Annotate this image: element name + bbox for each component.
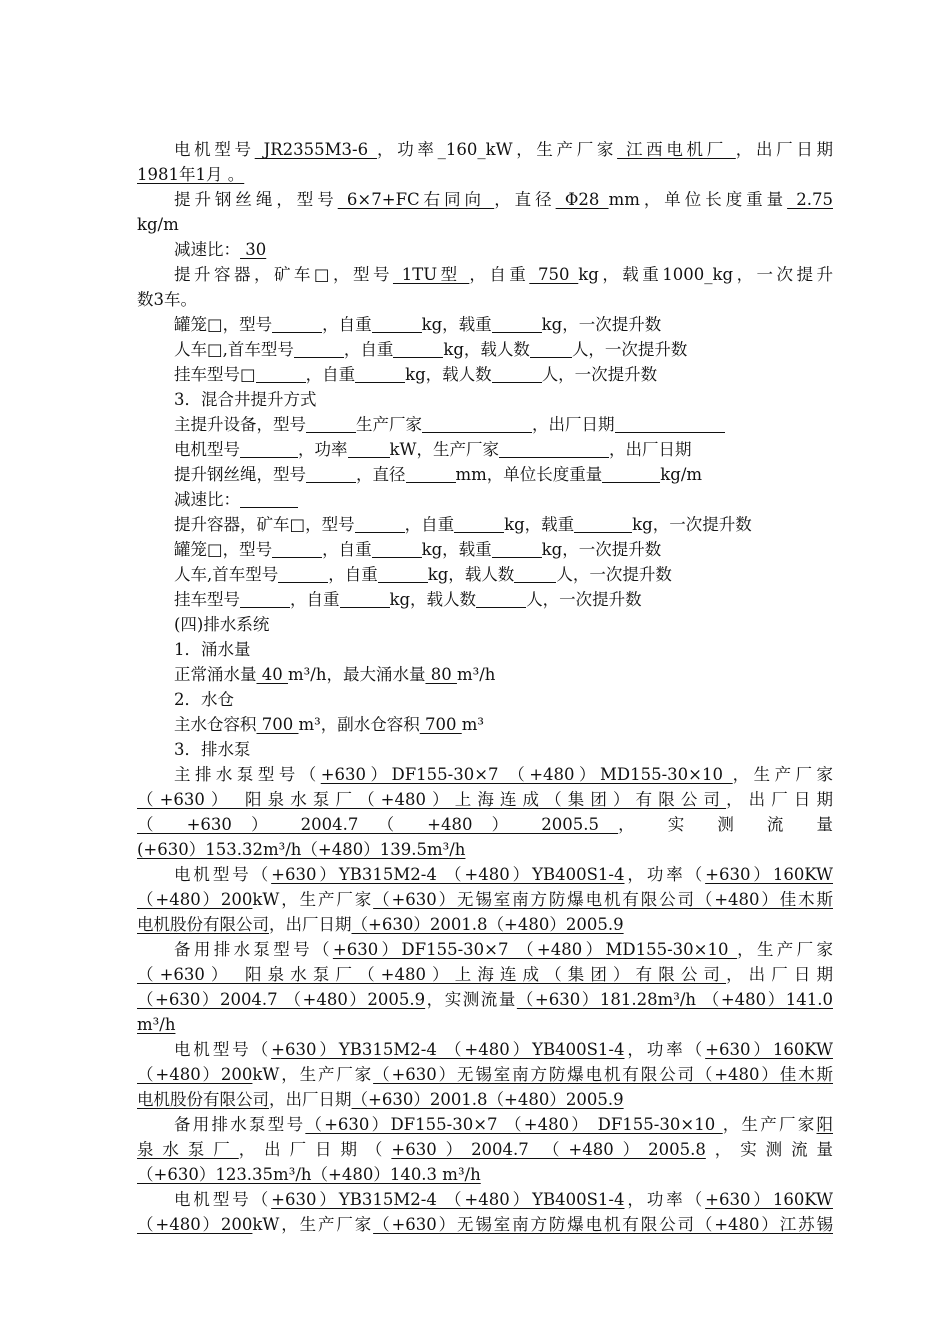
text-segment: 2．水仓: [174, 690, 234, 709]
text-segment: kW，生产厂家: [252, 1215, 374, 1234]
fill-in-blank: [602, 466, 660, 483]
underlined-value: （+630）123.35m³/h（+480）140.3 m³/h: [137, 1165, 481, 1184]
text-segment: 人车,首车型号: [174, 565, 279, 584]
fill-in-blank: [574, 516, 632, 533]
fill-in-blank: [454, 516, 504, 533]
text-segment: 电机型号（: [174, 865, 272, 884]
text-segment: ，自重: [343, 340, 394, 359]
text-segment: kg，载人数: [427, 565, 515, 584]
text-segment: 人，一次提升数: [556, 565, 672, 584]
text-segment: 电机型号（: [174, 1190, 272, 1209]
text-line: [137, 387, 833, 412]
fill-in-blank: [499, 441, 609, 458]
text-segment: ，功率（: [624, 865, 706, 884]
text-segment: kW，生产厂家: [252, 1065, 374, 1084]
text-segment: kg，载人数: [443, 340, 530, 359]
fill-in-blank: [306, 466, 356, 483]
text-segment: kg，载重: [421, 315, 492, 334]
text-line: [137, 1087, 833, 1112]
text-line: [137, 287, 833, 312]
text-line: [137, 437, 833, 462]
text-line: [137, 462, 833, 487]
text-line: [137, 837, 833, 862]
fill-in-blank: [422, 416, 532, 433]
text-segment: ，实测流量: [705, 1140, 833, 1159]
text-segment: 提升容器，矿车□，型号: [174, 265, 393, 284]
text-line: [137, 1187, 833, 1212]
text-segment: m³，副水仓容积: [298, 715, 420, 734]
underlined-value: 泉水泵厂: [137, 1140, 239, 1159]
underlined-value: m³/h: [137, 1015, 176, 1034]
underlined-value: （+480）200: [137, 890, 253, 909]
text-segment: 3．排水泵: [174, 740, 251, 759]
fill-in-blank: [615, 416, 725, 433]
text-segment: 罐笼□，型号: [174, 540, 273, 559]
fill-in-blank: [514, 566, 556, 583]
text-line: [137, 987, 833, 1012]
fill-in-blank: [393, 341, 443, 358]
text-segment: ，自重: [322, 540, 372, 559]
text-segment: 人车□,首车型号: [174, 340, 294, 359]
text-segment: mm，单位长度重量: [455, 465, 603, 484]
text-line: [137, 162, 833, 187]
text-segment: 挂车型号: [174, 590, 240, 609]
underlined-value: （+630）无锡室南方防爆电机有限公司（+480）江苏锡: [373, 1215, 833, 1234]
underlined-value: （+480）200: [137, 1215, 253, 1234]
underlined-value: 1TU型: [392, 265, 470, 284]
fill-in-blank: [278, 566, 328, 583]
text-segment: (四)排水系统: [174, 615, 270, 634]
underlined-value: 30: [240, 240, 267, 259]
underlined-value: +630）2004.7 （+480）2005.8: [391, 1140, 706, 1159]
text-segment: ，出厂日期: [532, 415, 615, 434]
text-line: [137, 237, 833, 262]
text-segment: kg/m: [660, 465, 703, 484]
text-segment: 罐笼□，型号: [174, 315, 273, 334]
text-segment: m³/h，最大涌水量: [288, 665, 426, 684]
text-segment: kg/m: [137, 215, 179, 234]
fill-in-blank: [256, 366, 306, 383]
text-segment: 人，一次提升数: [541, 365, 658, 384]
text-segment: 备用排水泵型号（: [174, 940, 333, 959]
underlined-value: +630）DF155-30×7 （+480）MD155-30×10: [332, 940, 738, 959]
underlined-value: Φ28: [555, 190, 609, 209]
text-line: [137, 1012, 833, 1037]
text-segment: ，实测流量: [425, 990, 517, 1009]
text-line: [137, 887, 833, 912]
text-line: [137, 1162, 833, 1187]
text-line: [137, 612, 833, 637]
text-segment: kg，载重: [421, 540, 492, 559]
fill-in-blank: [492, 316, 542, 333]
fill-in-blank: [348, 441, 390, 458]
underlined-value: 阳: [816, 1115, 833, 1134]
text-segment: 提升钢丝绳，型号: [174, 190, 338, 209]
underlined-value: +630）160KW: [705, 865, 833, 884]
text-line: [137, 212, 833, 237]
text-segment: ， 实 测 流 量: [618, 815, 833, 834]
underlined-value: （+630）181.28m³/h （+480）141.0: [516, 990, 833, 1009]
text-segment: ，功率_160_kW，生产厂家: [377, 140, 618, 159]
underlined-value: +630）YB315M2-4 （+480）YB400S1-4: [271, 1040, 625, 1059]
text-line: [137, 137, 833, 162]
underlined-value: 江西电机厂: [617, 140, 736, 159]
text-segment: ，自重: [305, 365, 356, 384]
text-segment: ，自重: [290, 590, 340, 609]
underlined-value: 700: [256, 715, 299, 734]
text-segment: 备用排水泵型号: [174, 1115, 306, 1134]
underlined-value: JR2355M3-6: [254, 140, 378, 159]
fill-in-blank: [340, 591, 390, 608]
fill-in-blank: [272, 316, 322, 333]
text-line: [137, 412, 833, 437]
fill-in-blank: [372, 541, 422, 558]
text-line: [137, 312, 833, 337]
text-segment: 1．涌水量: [174, 640, 251, 659]
fill-in-blank: [492, 541, 542, 558]
text-segment: kg，一次提升数: [632, 515, 752, 534]
text-line: [137, 587, 833, 612]
text-segment: ，功率（: [624, 1190, 706, 1209]
text-segment: 正常涌水量: [174, 665, 257, 684]
underlined-value: 6×7+FC右同向: [337, 190, 495, 209]
underlined-value: +630）YB315M2-4 （+480）YB400S1-4: [271, 865, 625, 884]
fill-in-blank: [378, 566, 428, 583]
text-segment: ，功率: [298, 440, 348, 459]
text-segment: 电机型号: [174, 440, 240, 459]
text-line: [137, 512, 833, 537]
underlined-value: （+630） 阳泉水泵厂（+480）上海连成（集团）有限公司: [137, 965, 727, 984]
text-line: [137, 962, 833, 987]
text-line: [137, 912, 833, 937]
text-segment: ，出厂日期: [608, 440, 692, 459]
text-segment: ，出厂日期: [726, 790, 833, 809]
text-segment: 减速比：: [174, 240, 240, 259]
underlined-value: （+630）无锡室南方防爆电机有限公司（+480）佳木斯: [373, 890, 833, 909]
text-segment: 主提升设备，型号: [174, 415, 306, 434]
fill-in-blank: [355, 366, 405, 383]
fill-in-blank: [406, 466, 456, 483]
text-segment: kg，载重1000_kg，一次提升: [578, 265, 833, 284]
fill-in-blank: [530, 341, 572, 358]
underlined-value: +630）160KW: [705, 1190, 833, 1209]
text-segment: 主水仓容积: [174, 715, 257, 734]
text-segment: kW，生产厂家: [389, 440, 499, 459]
fill-in-blank: [272, 541, 322, 558]
text-line: [137, 187, 833, 212]
text-segment: kg，载人数: [389, 590, 477, 609]
text-line: [137, 537, 833, 562]
text-segment: ，出厂日期: [269, 915, 352, 934]
underlined-value: +630）YB315M2-4 （+480）YB400S1-4: [271, 1190, 625, 1209]
text-segment: 提升钢丝绳，型号: [174, 465, 306, 484]
fill-in-blank: [492, 366, 542, 383]
fill-in-blank: [294, 341, 344, 358]
text-line: [137, 1212, 833, 1237]
underlined-value: 电机股份有限公司: [137, 915, 269, 934]
text-segment: ，直径: [356, 465, 406, 484]
text-line: [137, 562, 833, 587]
underlined-value: (+630）153.32m³/h（+480）139.5m³/h: [137, 840, 466, 859]
text-line: [137, 1112, 833, 1137]
text-segment: m³/h: [456, 665, 496, 684]
text-segment: 数3车。: [137, 290, 197, 309]
text-segment: ，自重: [328, 565, 378, 584]
text-segment: ，生产厂家: [722, 1115, 817, 1134]
fill-in-blank: [372, 316, 422, 333]
text-line: [137, 787, 833, 812]
underlined-value: （+630） 阳泉水泵厂（+480）上海连成（集团）有限公司: [137, 790, 727, 809]
text-segment: ，生产厂家: [737, 940, 833, 959]
underlined-value: 1981年1月 。: [137, 165, 245, 184]
text-line: [137, 762, 833, 787]
underlined-value: （+630）2001.8（+480）2005.9: [351, 915, 624, 934]
text-line: [137, 362, 833, 387]
underlined-value: （+630）DF155-30×7 （+480） DF155-30×10: [305, 1115, 723, 1134]
text-segment: kg，载人数: [405, 365, 492, 384]
text-segment: ，直径: [494, 190, 556, 209]
text-segment: 提升容器，矿车□，型号: [174, 515, 355, 534]
text-line: [137, 737, 833, 762]
underlined-value: 80: [425, 665, 457, 684]
text-line: [137, 262, 833, 287]
text-segment: mm，单位长度重量: [608, 190, 788, 209]
text-segment: 挂车型号□: [174, 365, 256, 384]
underlined-value: +630）160KW: [705, 1040, 833, 1059]
text-line: [137, 687, 833, 712]
text-segment: ，自重: [469, 265, 530, 284]
text-segment: kg，一次提升数: [541, 315, 662, 334]
text-segment: 电机型号: [174, 140, 255, 159]
fill-in-blank: [306, 416, 356, 433]
underlined-value: 电机股份有限公司: [137, 1090, 269, 1109]
text-segment: 生产厂家: [356, 415, 422, 434]
text-segment: 减速比：: [174, 490, 240, 509]
text-line: [137, 812, 833, 837]
text-line: [137, 637, 833, 662]
text-segment: ，生产厂家: [732, 765, 833, 784]
text-segment: ，出厂日期（: [238, 1140, 392, 1159]
text-line: [137, 862, 833, 887]
text-segment: ，自重: [404, 515, 455, 534]
underlined-value: （+630）2001.8（+480）2005.9: [351, 1090, 624, 1109]
fill-in-blank: [476, 591, 526, 608]
text-line: [137, 712, 833, 737]
underlined-value: +630）DF155-30×7 （+480）MD155-30×10: [320, 765, 733, 784]
text-segment: ，出厂日期: [726, 965, 833, 984]
fill-in-blank: [240, 441, 298, 458]
underlined-value: 2.75: [787, 190, 833, 209]
text-line: [137, 337, 833, 362]
underlined-value: 40: [256, 665, 288, 684]
underlined-value: （+630）无锡室南方防爆电机有限公司（+480）佳木斯: [373, 1065, 833, 1084]
text-line: [137, 1137, 833, 1162]
underlined-value: （+630）2004.7 （+480）2005.9: [137, 990, 426, 1009]
fill-in-blank: [355, 516, 405, 533]
underlined-value: （ +630 ） 2004.7 （ +480 ） 2005.5: [137, 815, 619, 834]
text-segment: ，功率（: [624, 1040, 706, 1059]
text-line: [137, 1037, 833, 1062]
text-line: [137, 487, 833, 512]
text-segment: ，出厂日期: [269, 1090, 352, 1109]
text-segment: kW，生产厂家: [252, 890, 374, 909]
text-segment: kg，载重: [504, 515, 575, 534]
text-segment: 电机型号（: [174, 1040, 272, 1059]
text-line: [137, 937, 833, 962]
fill-in-blank: [240, 491, 298, 508]
text-segment: ，自重: [322, 315, 372, 334]
text-segment: ，出厂日期: [735, 140, 833, 159]
text-segment: m³: [461, 715, 484, 734]
text-line: [137, 1062, 833, 1087]
text-segment: 人，一次提升数: [571, 340, 688, 359]
text-line: [137, 662, 833, 687]
text-segment: 人，一次提升数: [526, 590, 642, 609]
fill-in-blank: [240, 591, 290, 608]
underlined-value: 750: [529, 265, 579, 284]
text-segment: 3．混合井提升方式: [174, 390, 317, 409]
underlined-value: 700: [419, 715, 462, 734]
underlined-value: （+480）200: [137, 1065, 253, 1084]
text-segment: 主排水泵型号（: [174, 765, 321, 784]
text-segment: kg，一次提升数: [541, 540, 662, 559]
